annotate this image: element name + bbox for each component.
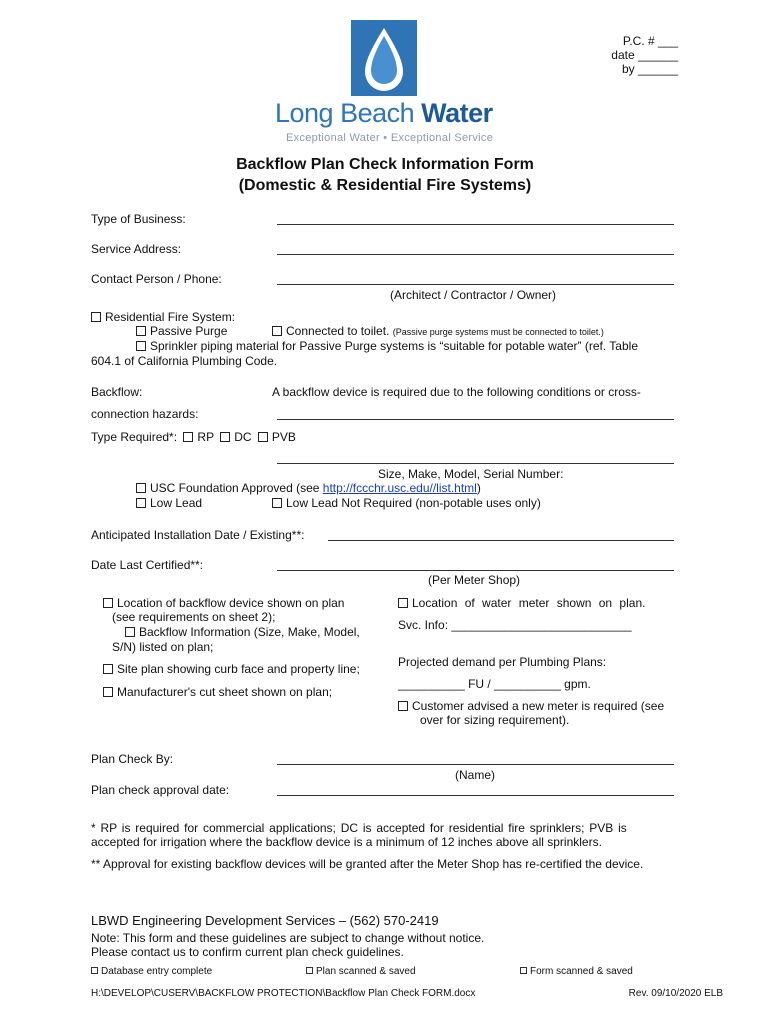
low-lead-option[interactable]: Low Lead — [136, 496, 202, 510]
usc-link[interactable]: http://fccchr.usc.edu//list.html — [322, 481, 477, 495]
low-lead-not-option[interactable]: Low Lead Not Required (non-potable uses only) — [272, 496, 541, 510]
checkbox-icon[interactable] — [398, 701, 408, 711]
backflow-info-line2: S/N) listed on plan; — [112, 640, 214, 654]
plan-check-by-field[interactable] — [277, 764, 674, 765]
logo-tagline: Exceptional Water • Exceptional Service — [286, 132, 494, 144]
fu-gpm-field[interactable]: __________ FU / __________ gpm. — [398, 677, 591, 691]
form-title: Backflow Plan Check Information Form — [236, 156, 534, 173]
checkbox-icon[interactable] — [136, 326, 146, 336]
checkbox-icon[interactable] — [136, 341, 146, 351]
device-info-field[interactable] — [277, 463, 674, 464]
size-make-label: Size, Make, Model, Serial Number: — [378, 467, 564, 481]
footer-note: Note: This form and these guidelines are subject to change without notice. — [91, 931, 485, 945]
file-path: H:\DEVELOP\CUSERV\BACKFLOW PROTECTION\Backflow Plan Check FORM.docx — [91, 988, 476, 999]
connected-note: (Passive purge systems must be connected to toilet.) — [392, 327, 604, 337]
plan-scanned-option[interactable]: Plan scanned & saved — [306, 966, 416, 977]
logo-name: Long Beach Water — [275, 98, 493, 128]
passive-purge-option[interactable]: Passive Purge — [136, 324, 227, 338]
pc-number: P.C. # ___ — [622, 34, 678, 48]
checkbox-icon[interactable] — [136, 483, 146, 493]
form-scanned-option[interactable]: Form scanned & saved — [520, 966, 633, 977]
dc-option[interactable]: DC — [220, 430, 251, 444]
contact-field[interactable] — [277, 284, 674, 285]
service-address-label: Service Address: — [91, 242, 182, 256]
approval-date-label: Plan check approval date: — [91, 783, 230, 797]
footer-contact: Please contact us to confirm current plan check guidelines. — [91, 945, 404, 959]
type-business-label: Type of Business: — [91, 212, 186, 226]
revision: Rev. 09/10/2020 ELB — [628, 988, 723, 999]
plan-check-by-label: Plan Check By: — [91, 752, 174, 766]
type-required: Type Required*: RP DC PVB — [91, 430, 296, 444]
sprinkler-line2: 604.1 of California Plumbing Code. — [91, 354, 278, 368]
pvb-option[interactable]: PVB — [258, 430, 296, 444]
checkbox-icon[interactable] — [91, 967, 98, 974]
location-backflow-option[interactable]: Location of backflow device shown on plan — [103, 596, 344, 610]
site-plan-option[interactable]: Site plan showing curb face and property line; — [103, 662, 360, 676]
note-rp: * RP is required for commercial applications; DC is accepted for residential fire sprinklers; PVB is — [91, 821, 627, 835]
checkbox-icon[interactable] — [183, 432, 193, 442]
checkbox-icon[interactable] — [125, 627, 135, 637]
anticipated-label: Anticipated Installation Date / Existing**: — [91, 528, 305, 542]
water-meter-option[interactable]: Location of water meter shown on plan. — [398, 596, 645, 610]
type-business-field[interactable] — [277, 224, 674, 225]
checkbox-icon[interactable] — [103, 664, 113, 674]
checkbox-icon[interactable] — [272, 498, 282, 508]
residential-fire-option[interactable]: Residential Fire System: — [91, 310, 235, 324]
checkbox-icon[interactable] — [103, 598, 113, 608]
note-existing: ** Approval for existing backflow devices will be granted after the Meter Shop has re-certified the device. — [91, 857, 644, 871]
checkbox-icon[interactable] — [272, 326, 282, 336]
last-certified-label: Date Last Certified**: — [91, 558, 204, 572]
backflow-text: A backflow device is required due to the following conditions or cross- — [272, 385, 641, 399]
footer-dept: LBWD Engineering Development Services – (562) 570-2419 — [91, 913, 439, 928]
contact-label: Contact Person / Phone: — [91, 272, 222, 286]
svc-info[interactable]: Svc. Info: ___________________________ — [398, 618, 632, 632]
cut-sheet-option[interactable]: Manufacturer's cut sheet shown on plan; — [103, 685, 332, 699]
checkbox-icon[interactable] — [306, 967, 313, 974]
new-meter-option[interactable]: Customer advised a new meter is required (see — [398, 699, 664, 713]
by-field: by ______ — [621, 62, 678, 76]
checkbox-icon[interactable] — [520, 967, 527, 974]
name-hint: (Name) — [455, 768, 496, 782]
anticipated-field[interactable] — [328, 540, 674, 541]
note-rp-line2: accepted for irrigation where the backflow device is a minimum of 12 inches above all sprinklers. — [91, 835, 602, 849]
approval-date-field[interactable] — [277, 795, 674, 796]
checkbox-icon[interactable] — [398, 598, 408, 608]
checkbox-icon[interactable] — [91, 312, 101, 322]
logo-drop-icon — [351, 20, 417, 99]
backflow-label: Backflow: — [91, 385, 143, 399]
projected-demand-label: Projected demand per Plumbing Plans: — [398, 655, 607, 669]
backflow-info-option[interactable]: Backflow Information (Size, Make, Model, — [125, 625, 360, 639]
checkbox-icon[interactable] — [103, 687, 113, 697]
service-address-field[interactable] — [277, 254, 674, 255]
connected-toilet-option[interactable]: Connected to toilet. (Passive purge systems must be connected to toilet.) — [272, 324, 604, 338]
usc-option[interactable]: USC Foundation Approved (see http://fccchr.usc.edu//list.html) — [136, 481, 481, 495]
db-entry-option[interactable]: Database entry complete — [91, 966, 212, 977]
sprinkler-option[interactable]: Sprinkler piping material for Passive Purge systems is “suitable for potable water” (ref. Table — [136, 339, 638, 353]
checkbox-icon[interactable] — [220, 432, 230, 442]
last-certified-field[interactable] — [277, 570, 674, 571]
requirements-note: (see requirements on sheet 2); — [112, 610, 276, 624]
contact-hint: (Architect / Contractor / Owner) — [390, 288, 557, 302]
new-meter-line2: over for sizing requirement). — [420, 713, 570, 727]
backflow-text2: connection hazards: — [91, 407, 199, 421]
checkbox-icon[interactable] — [258, 432, 268, 442]
checkbox-icon[interactable] — [136, 498, 146, 508]
rp-option[interactable]: RP — [183, 430, 213, 444]
per-meter-hint: (Per Meter Shop) — [428, 573, 521, 587]
date-field: date ______ — [611, 48, 678, 62]
hazards-field[interactable] — [277, 419, 674, 420]
form-subtitle: (Domestic & Residential Fire Systems) — [238, 177, 532, 194]
